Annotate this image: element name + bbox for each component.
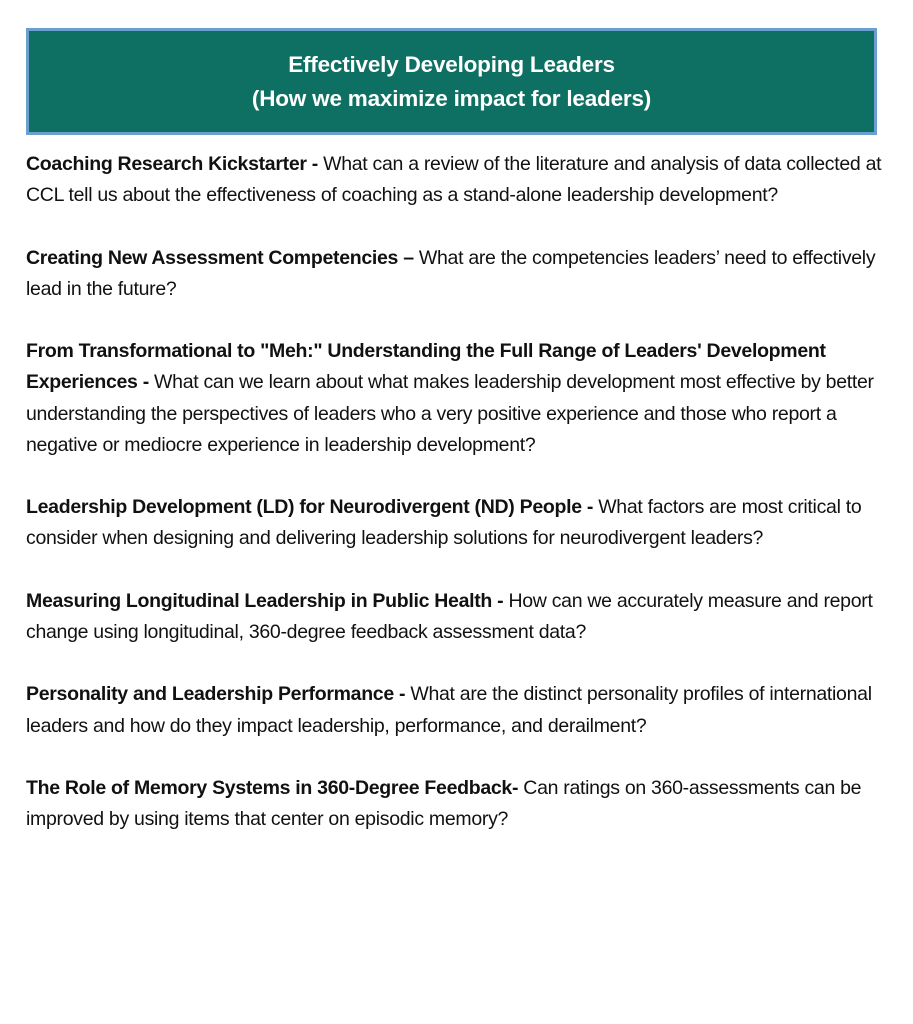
entry-title xyxy=(26,247,419,269)
entry-title-text: Creating New Assessment Competencies xyxy=(26,246,399,269)
entry-description: How can we accurately measure and report change using longitudinal, 360-degree feedback assessment data? xyxy=(26,589,873,643)
project-entry-longitudinal-public-health xyxy=(26,586,886,648)
entry-separator: – xyxy=(398,246,419,269)
entry-description: What can a review of the literature and analysis of data collected at CCL tell us about the effectiveness of coaching as a stand-alone leadership development? xyxy=(26,153,882,207)
entry-description: What factors are most critical to consider when designing and delivering leadership solutions for neurodivergent leaders? xyxy=(26,496,862,550)
banner-subtitle: (How we maximize impact for leaders) xyxy=(251,85,652,111)
entry-title xyxy=(26,683,410,705)
entry-description: What are the distinct personality profiles of international leaders and how do they impact leadership, performance, and derailment? xyxy=(26,683,872,737)
entry-separator: - xyxy=(393,683,411,706)
entry-description: Can ratings on 360-assessments can be improved by using items that center on episodic memory? xyxy=(26,776,862,831)
entry-separator: - xyxy=(492,589,509,612)
entry-title-text: Personality and Leadership Performance xyxy=(26,683,394,706)
banner-title: Effectively Developing Leaders xyxy=(288,51,615,77)
entry-separator: - xyxy=(137,371,155,394)
project-entry-personality-performance xyxy=(26,679,886,741)
entry-title xyxy=(26,496,598,518)
entry-title-text: Measuring Longitudinal Leadership in Public Health xyxy=(26,589,493,612)
project-entry-neurodivergent-ld xyxy=(26,492,886,554)
entry-title-text: Leadership Development (LD) for Neurodivergent (ND) People xyxy=(26,496,582,519)
entry-title-text: The Role of Memory Systems in 360-Degree Feedback xyxy=(26,776,512,799)
project-entry-memory-systems-360 xyxy=(26,773,886,835)
entry-description: What can we learn about what makes leadership development most effective by better understanding the perspectives of leaders who a very positive experience and those who report a negative or mediocre experience in leadership development? xyxy=(26,371,874,456)
entry-description: What are the competencies leaders’ need to effectively lead in the future? xyxy=(26,246,876,300)
entry-separator: - xyxy=(511,776,524,799)
project-entry-coaching-research xyxy=(26,149,886,211)
entry-title xyxy=(26,153,323,175)
entry-title-text: From Transformational to "Meh:" Understanding the Full Range of Leaders' Development Experiences xyxy=(26,340,826,394)
entry-separator: - xyxy=(581,496,599,519)
project-entry-assessment-competencies xyxy=(26,243,886,305)
entry-title-text: Coaching Research Kickstarter xyxy=(26,153,307,175)
entry-title xyxy=(26,777,523,799)
project-list xyxy=(26,149,886,867)
project-entry-transformational-to-meh xyxy=(26,336,886,461)
entry-title xyxy=(26,590,508,612)
header-banner xyxy=(26,28,877,135)
entry-separator: - xyxy=(306,153,324,175)
